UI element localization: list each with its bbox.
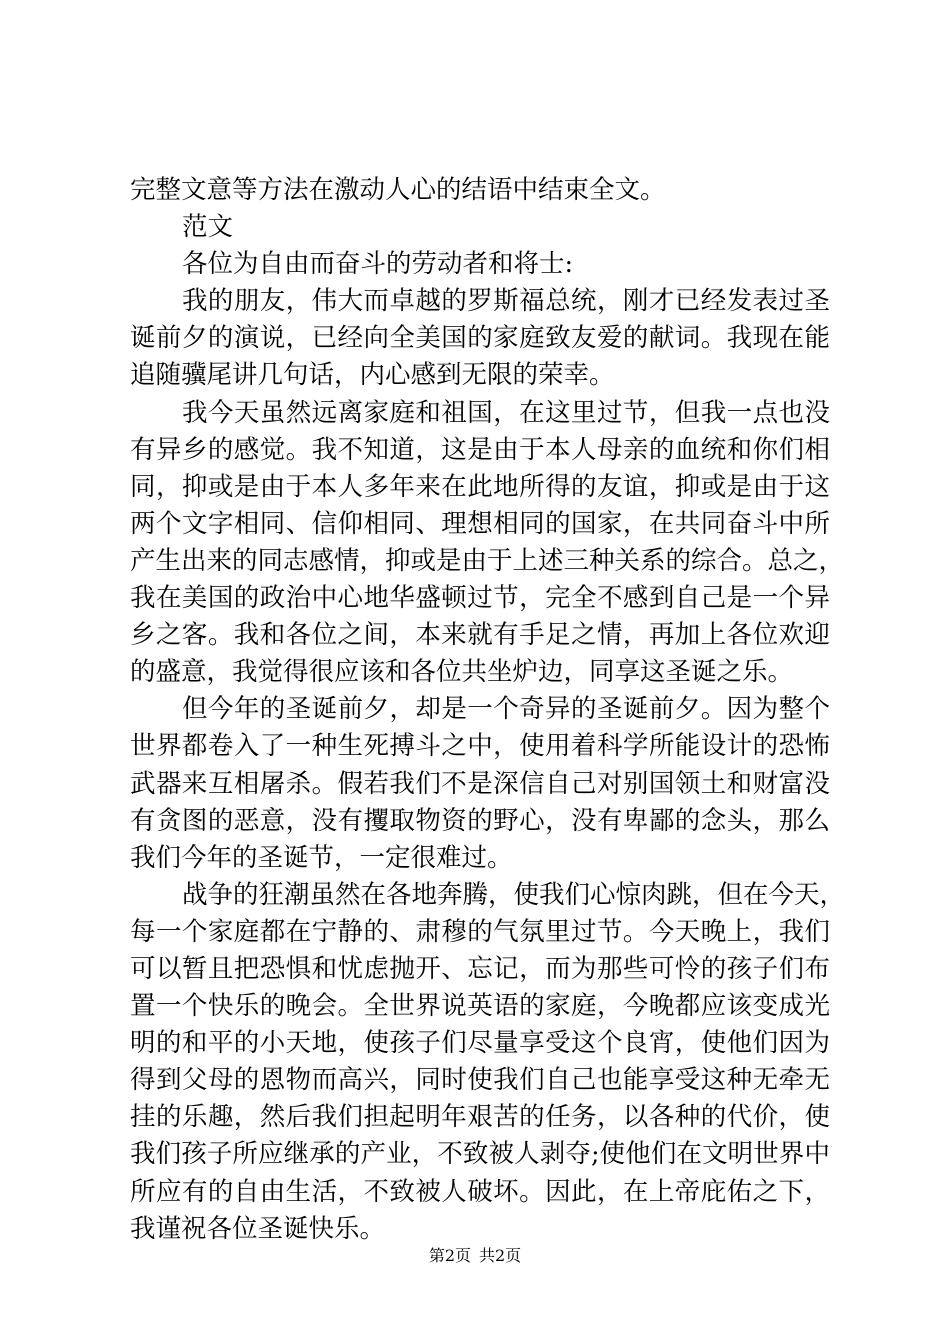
page-footer xyxy=(0,1246,950,1266)
text-line: 的盛意，我觉得很应该和各位共坐炉边，同享这圣诞之乐。 xyxy=(130,657,794,688)
text-line: 乡之客。我和各位之间，本来就有手足之情，再加上各位欢迎 xyxy=(130,620,830,651)
text-line: 武器来互相屠杀。假若我们不是深信自己对别国领土和财富没 xyxy=(130,768,830,799)
text-line: 有异乡的感觉。我不知道，这是由于本人母亲的血统和你们相 xyxy=(130,434,830,465)
text-line: 置一个快乐的晚会。全世界说英语的家庭，今晚都应该变成光 xyxy=(130,991,830,1022)
text-line: 但今年的圣诞前夕，却是一个奇异的圣诞前夕。因为整个 xyxy=(182,694,830,725)
text-line: 各位为自由而奋斗的劳动者和将士: xyxy=(182,249,574,280)
text-line: 挂的乐趣，然后我们担起明年艰苦的任务，以各种的代价，使 xyxy=(130,1102,830,1133)
text-line: 我在美国的政治中心地华盛顿过节，完全不感到自己是一个异 xyxy=(130,583,830,614)
text-line: 我们今年的圣诞节，一定很难过。 xyxy=(130,842,513,873)
text-line: 每一个家庭都在宁静的、肃穆的气氛里过节。今天晚上，我们 xyxy=(130,916,830,947)
text-line: 明的和平的小天地，使孩子们尽量享受这个良宵，使他们因为 xyxy=(130,1028,830,1059)
text-line: 得到父母的恩物而高兴，同时使我们自己也能享受这种无牵无 xyxy=(130,1065,830,1096)
document-body xyxy=(130,172,846,1248)
text-line: 产生出来的同志感情，抑或是由于上述三种关系的综合。总之， xyxy=(130,545,845,576)
text-line: 我谨祝各位圣诞快乐。 xyxy=(130,1213,386,1244)
text-line: 诞前夕的演说，已经向全美国的家庭致友爱的献词。我现在能 xyxy=(130,323,830,354)
text-line: 完整文意等方法在激动人心的结语中结束全文。 xyxy=(130,175,666,205)
page-total: 共2页 xyxy=(479,1246,522,1265)
text-line: 可以暂且把恐惧和忧虑抛开、忘记，而为那些可怜的孩子们布 xyxy=(130,953,830,984)
text-line: 我今天虽然远离家庭和祖国，在这里过节，但我一点也没 xyxy=(182,397,830,428)
text-line: 战争的狂潮虽然在各地奔腾，使我们心惊肉跳，但在今天， xyxy=(182,879,846,910)
text-line: 追随骥尾讲几句话，内心感到无限的荣幸。 xyxy=(130,360,615,391)
text-line: 同，抑或是由于本人多年来在此地所得的友谊，抑或是由于这 xyxy=(130,471,830,502)
text-line: 有贪图的恶意，没有攫取物资的野心，没有卑鄙的念头，那么 xyxy=(130,805,830,836)
page-number: 第2页 xyxy=(428,1246,471,1265)
text-line: 所应有的自由生活，不致被人破坏。因此，在上帝庇佑之下， xyxy=(130,1176,830,1207)
text-line: 我们孩子所应继承的产业，不致被人剥夺;使他们在文明世界中 xyxy=(130,1139,830,1170)
text-line: 我的朋友，伟大而卓越的罗斯福总统，刚才已经发表过圣 xyxy=(182,286,830,317)
text-line: 两个文字相同、信仰相同、理想相同的国家，在共同奋斗中所 xyxy=(130,508,830,539)
text-line: 世界都卷入了一种生死搏斗之中，使用着科学所能设计的恐怖 xyxy=(130,731,830,762)
text-line: 范文 xyxy=(182,212,234,243)
